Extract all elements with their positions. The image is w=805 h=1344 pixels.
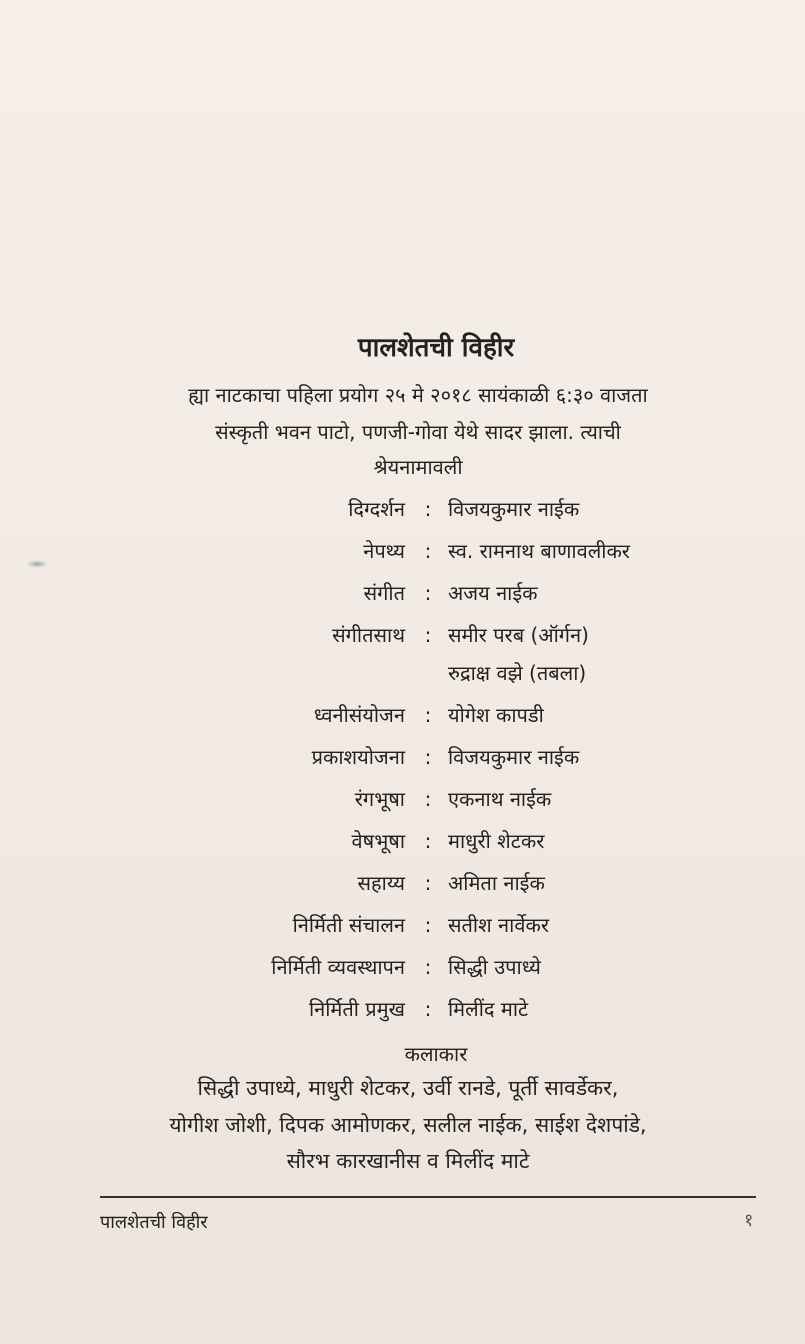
credit-name: स्व. रामनाथ बाणावलीकर xyxy=(448,539,630,563)
credit-role: निर्मिती संचालन xyxy=(292,913,405,937)
page-number: १ xyxy=(744,1210,754,1231)
credit-name: सिद्धी उपाध्ये xyxy=(448,955,541,979)
credit-name: योगेश कापडी xyxy=(448,703,544,727)
credit-name: एकनाथ नाईक xyxy=(448,787,552,811)
credit-name: अमिता नाईक xyxy=(448,871,545,895)
credit-separator: : xyxy=(424,703,432,727)
credit-separator: : xyxy=(424,787,432,811)
credit-role: प्रकाशयोजना xyxy=(311,745,405,769)
credit-row-production-direction xyxy=(0,910,805,940)
credit-separator: : xyxy=(424,913,432,937)
paper-smudge xyxy=(26,560,48,568)
credit-row-set xyxy=(0,536,805,566)
intro-line-2: संस्कृती भवन पाटो, पणजी-गोवा येथे सादर झाला. त्याची xyxy=(215,420,621,444)
credit-separator: : xyxy=(424,955,432,979)
credit-name: विजयकुमार नाईक xyxy=(448,497,580,521)
cast-line-1: सिद्धी उपाध्ये, माधुरी शेटकर, उर्वी रानडे, पूर्ती सावर्डेकर, xyxy=(197,1076,619,1100)
credit-role: निर्मिती प्रमुख xyxy=(308,997,405,1021)
credit-role: ध्वनीसंयोजन xyxy=(313,703,405,727)
credit-role: वेषभूषा xyxy=(351,829,405,853)
credit-role: दिग्दर्शन xyxy=(348,497,405,521)
footer-book-title: पालशेतची विहीर xyxy=(100,1212,208,1233)
credit-role: नेपथ्य xyxy=(363,539,405,563)
credit-role: सहाय्य xyxy=(357,871,405,895)
credit-row-makeup xyxy=(0,784,805,814)
credit-separator: : xyxy=(424,623,432,647)
credit-name: रुद्राक्ष वझे (तबला) xyxy=(448,661,587,685)
credit-name: सतीश नार्वेकर xyxy=(448,913,549,937)
credit-row-production-management xyxy=(0,952,805,982)
credit-name: मिलींद माटे xyxy=(448,997,529,1021)
play-title: पालशेतची विहीर xyxy=(357,333,515,363)
credit-row-direction xyxy=(0,494,805,524)
credit-name: माधुरी शेटकर xyxy=(448,829,545,853)
credit-separator: : xyxy=(424,539,432,563)
credit-row-sound xyxy=(0,700,805,730)
credit-row-production-head xyxy=(0,994,805,1024)
credit-separator: : xyxy=(424,581,432,605)
cast-heading: कलाकार xyxy=(404,1042,468,1066)
credit-role: रंगभूषा xyxy=(354,787,405,811)
credit-row-costume xyxy=(0,826,805,856)
credit-role: संगीतसाथ xyxy=(332,623,405,647)
credit-separator: : xyxy=(424,871,432,895)
credit-name: विजयकुमार नाईक xyxy=(448,745,580,769)
credit-role: निर्मिती व्यवस्थापन xyxy=(271,955,405,979)
credit-name: समीर परब (ऑर्गन) xyxy=(448,623,589,647)
cast-line-3: सौरभ कारखानीस व मिलींद माटे xyxy=(286,1149,530,1173)
credit-name: अजय नाईक xyxy=(448,581,538,605)
credit-row-music xyxy=(0,578,805,608)
credit-separator: : xyxy=(424,497,432,521)
credit-separator: : xyxy=(424,745,432,769)
credit-separator: : xyxy=(424,829,432,853)
cast-line-2: योगीश जोशी, दिपक आमोणकर, सलील नाईक, साईश देशपांडे, xyxy=(169,1113,647,1137)
credit-row-lighting xyxy=(0,742,805,772)
intro-line-1: ह्या नाटकाचा पहिला प्रयोग २५ मे २०१८ सायंकाळी ६:३० वाजता xyxy=(188,383,648,407)
footer-rule xyxy=(100,1196,756,1198)
credit-row-assistance xyxy=(0,868,805,898)
credit-row-music-accompaniment xyxy=(0,620,805,650)
credit-role: संगीत xyxy=(363,581,405,605)
credit-separator: : xyxy=(424,997,432,1021)
credit-row-music-accompaniment-2 xyxy=(0,658,805,688)
intro-line-3: श्रेयनामावली xyxy=(373,455,463,479)
